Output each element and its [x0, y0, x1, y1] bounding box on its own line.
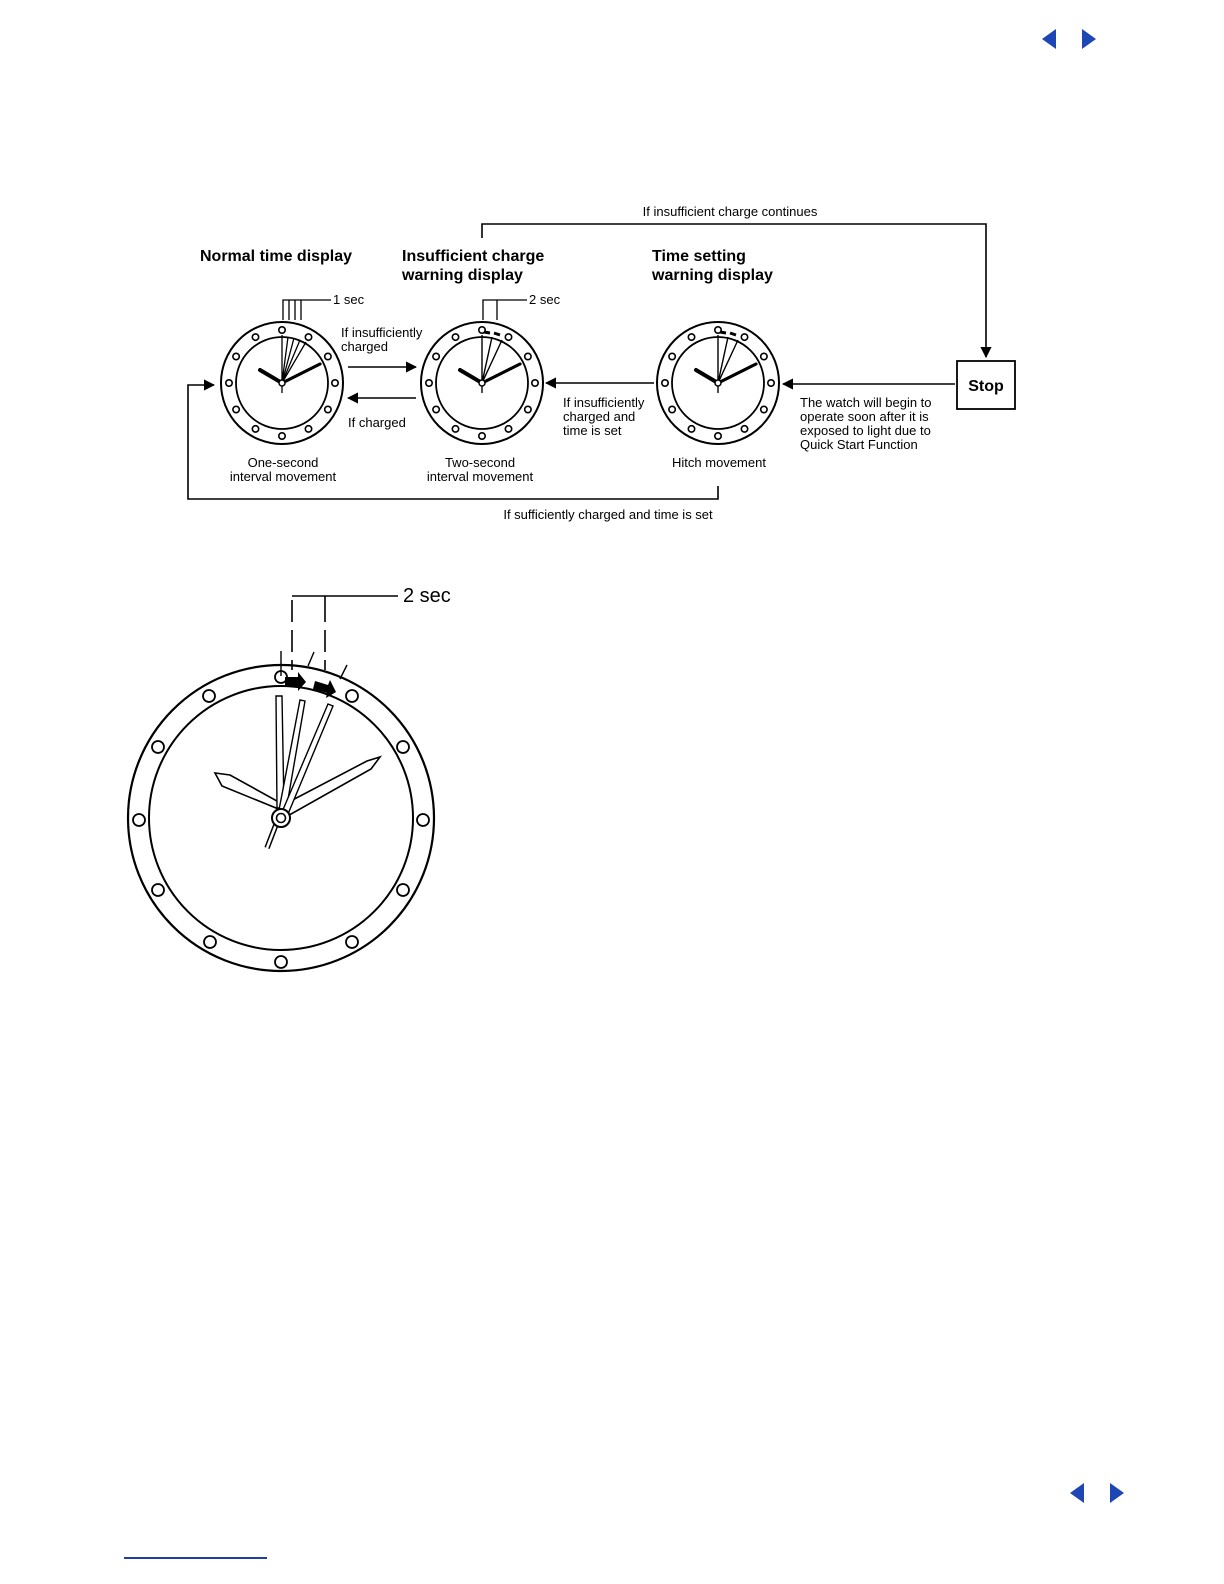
transition-label: If insufficient charge continues	[642, 204, 818, 219]
transition-label: If insufficiently	[341, 325, 423, 340]
previous-page-button[interactable]	[1068, 1482, 1086, 1504]
normal-caption: One-second	[247, 455, 319, 470]
normal-interval-label: 1 sec	[333, 292, 365, 307]
transition-label: charged	[341, 339, 388, 354]
time-setting-caption: Hitch movement	[672, 455, 766, 470]
insufficient-caption: Two-second	[444, 455, 516, 470]
bottom-page-navigation	[1068, 1482, 1126, 1504]
two-second-detail-watch	[128, 596, 434, 971]
insufficient-state-title: warning display	[402, 267, 523, 284]
stop-note: exposed to light due to	[800, 423, 931, 438]
stop-label: Stop	[968, 378, 1004, 395]
insufficient-state-title: Insufficient charge	[402, 248, 545, 265]
arrow-insufficient-to-stop	[482, 224, 986, 357]
stop-note: The watch will begin to	[800, 395, 932, 410]
triangle-left-icon	[1068, 1482, 1086, 1504]
transition-label: If charged	[348, 415, 406, 430]
normal-caption: interval movement	[229, 469, 337, 484]
stop-note: Quick Start Function	[800, 437, 918, 452]
transition-label: time is set	[563, 423, 622, 438]
time-setting-watch-face	[657, 322, 779, 444]
detail-interval-label: 2 sec	[403, 585, 451, 607]
stop-note: operate soon after it is	[800, 409, 929, 424]
time-setting-state-title: Time setting	[652, 248, 746, 265]
insufficient-caption: interval movement	[426, 469, 534, 484]
transition-label: charged and	[563, 409, 636, 424]
insufficient-charge-watch-face	[421, 322, 543, 444]
next-page-button[interactable]	[1108, 1482, 1126, 1504]
insufficient-interval-label: 2 sec	[529, 292, 561, 307]
time-setting-state-title: warning display	[652, 267, 773, 284]
triangle-right-icon	[1108, 1482, 1126, 1504]
transition-label: If sufficiently charged and time is set	[503, 507, 713, 522]
transition-label: If insufficiently	[563, 395, 645, 410]
normal-state-title: Normal time display	[200, 248, 353, 265]
footer-rule	[124, 1557, 267, 1559]
normal-watch-face	[221, 322, 343, 444]
